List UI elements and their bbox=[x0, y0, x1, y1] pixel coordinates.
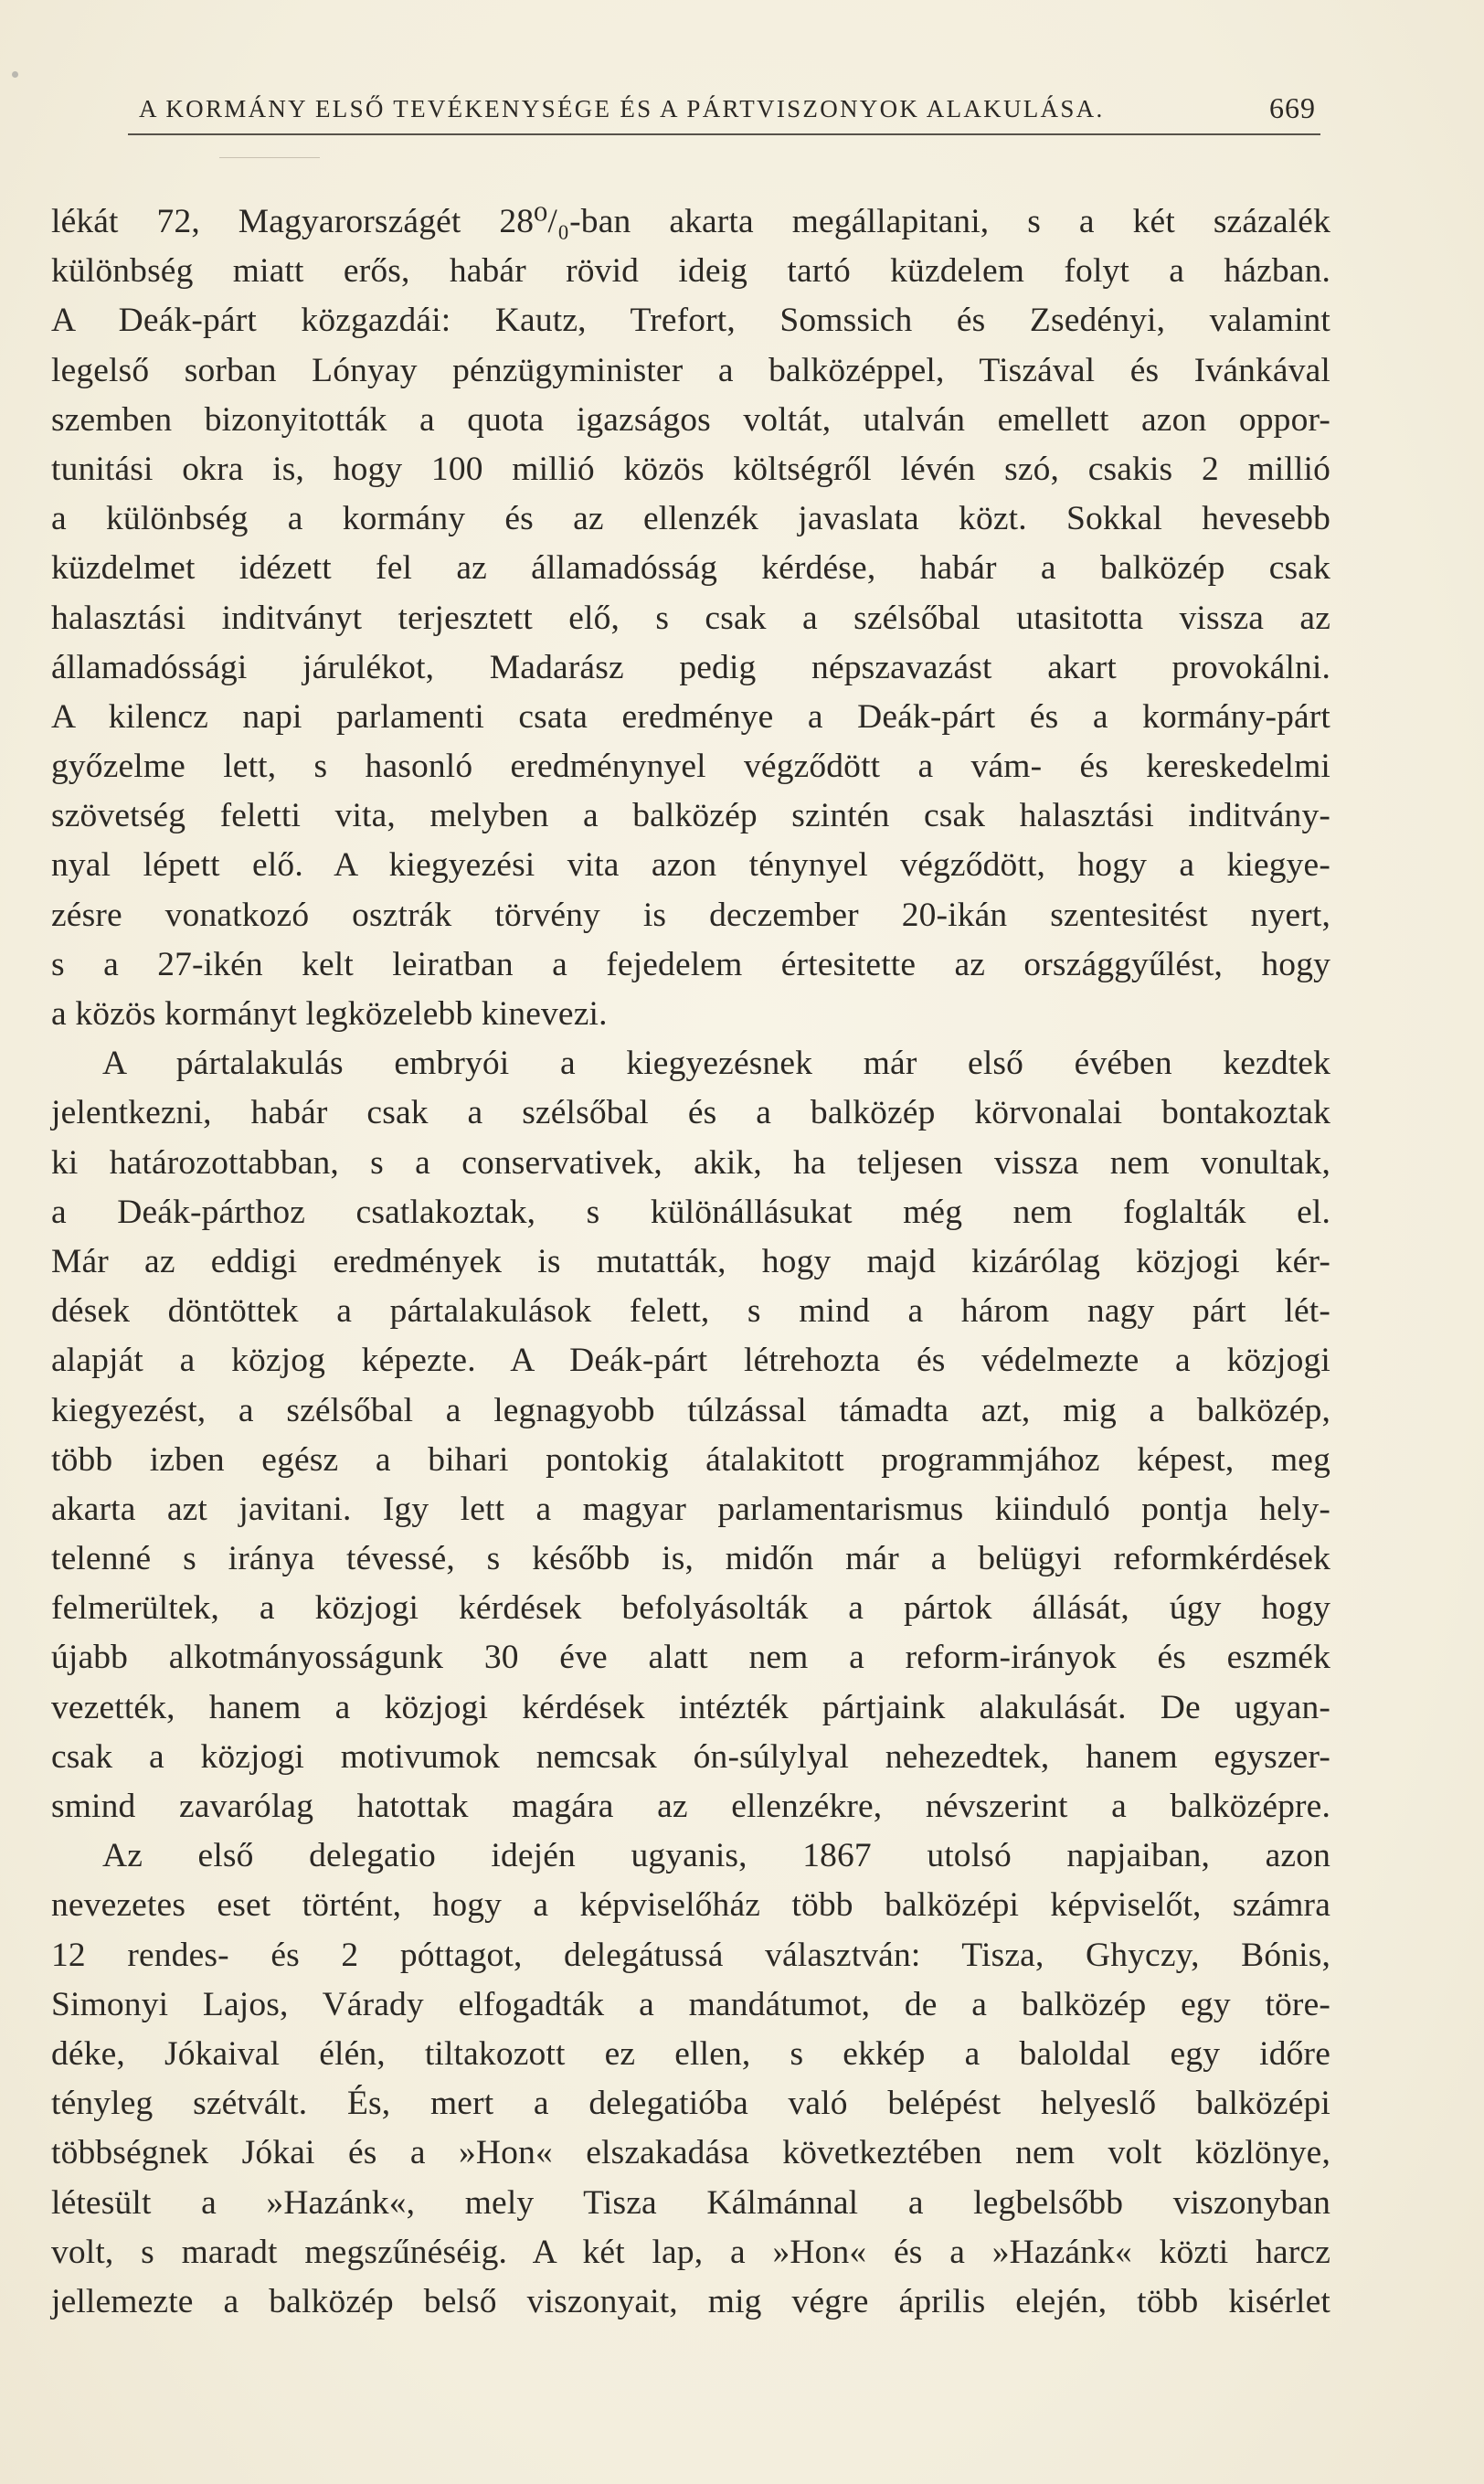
text-line: jelentkezni, habár csak a szélsőbal és a balközép körvonalai bontakoztak bbox=[51, 1094, 1330, 1132]
text-line: államadóssági járulékot, Madarász pedig népszavazást akart provokálni. bbox=[51, 648, 1330, 686]
text-line: legelső sorban Lónyay pénzügyminister a balközéppel, Tiszával és Ivánkával bbox=[51, 351, 1330, 389]
running-head bbox=[128, 91, 1316, 132]
page-number: 669 bbox=[1269, 91, 1316, 124]
text-line: szövetség feletti vita, melyben a balközép szintén csak halasztási inditvány- bbox=[51, 797, 1330, 835]
text-line: a közös kormányt legközelebb kinevezi. bbox=[51, 995, 608, 1033]
text-line: felmerültek, a közjogi kérdések befolyásolták a pártok állását, úgy hogy bbox=[51, 1589, 1330, 1628]
text-line: halasztási inditványt terjesztett elő, s csak a szélsőbal utasitotta vissza az bbox=[51, 599, 1330, 637]
text-line: többségnek Jókai és a »Hon« elszakadása következtében nem volt közlönye, bbox=[51, 2134, 1330, 2172]
text-line: nyal lépett elő. A kiegyezési vita azon ténynyel végződött, hogy a kiegye- bbox=[51, 846, 1330, 885]
text-line: volt, s maradt megszűnéséig. A két lap, a »Hon« és a »Hazánk« közti harcz bbox=[51, 2233, 1330, 2271]
text-line: a különbség a kormány és az ellenzék javaslata közt. Sokkal hevesebb bbox=[51, 500, 1330, 538]
paper-speck bbox=[12, 71, 18, 78]
text-line: s a 27-ikén kelt leiratban a fejedelem értesitette az országgyűlést, hogy bbox=[51, 945, 1330, 983]
text-line: Simonyi Lajos, Várady elfogadták a mandátumot, de a balközép egy töre- bbox=[51, 1985, 1330, 2023]
text-line: ki határozottabban, s a conservativek, akik, ha teljesen vissza nem vonultak, bbox=[51, 1143, 1330, 1182]
text-line: létesült a »Hazánk«, mely Tisza Kálmánnal a legbelsőbb viszonyban bbox=[51, 2183, 1330, 2222]
text-line: újabb alkotmányosságunk 30 éve alatt nem a reform-irányok és eszmék bbox=[51, 1639, 1330, 1677]
text-line: csak a közjogi motivumok nemcsak ón-súlylyal nehezedtek, hanem egyszer- bbox=[51, 1737, 1330, 1776]
text-line: tényleg szétvált. És, mert a delegatióba való belépést helyeslő balközépi bbox=[51, 2085, 1330, 2123]
text-line: lékát 72, Magyarországét 28⁰/₀-ban akarta megállapitani, s a két százalék bbox=[51, 203, 1330, 240]
text-line: telenné s iránya tévessé, s később is, midőn már a belügyi reformkérdések bbox=[51, 1540, 1330, 1578]
text-line: Már az eddigi eredmények is mutatták, hogy majd kizárólag közjogi kér- bbox=[51, 1242, 1330, 1280]
text-line: nevezetes eset történt, hogy a képviselőház több balközépi képviselőt, számra bbox=[51, 1886, 1330, 1925]
text-line: 12 rendes- és 2 póttagot, delegátussá választván: Tisza, Ghyczy, Bónis, bbox=[51, 1936, 1330, 1974]
text-line: szemben bizonyitották a quota igazságos voltát, utalván emellett azon oppor- bbox=[51, 400, 1330, 439]
text-line: Az első delegatio idején ugyanis, 1867 utolsó napjaiban, azon bbox=[102, 1837, 1330, 1875]
text-line: A pártalakulás embryói a kiegyezésnek már első évében kezdtek bbox=[102, 1045, 1330, 1083]
text-line: a Deák-párthoz csatlakoztak, s különállásukat még nem foglalták el. bbox=[51, 1193, 1330, 1231]
text-line: alapját a közjog képezte. A Deák-párt létrehozta és védelmezte a közjogi bbox=[51, 1342, 1330, 1380]
header-rule bbox=[128, 133, 1320, 135]
text-line: jellemezte a balközép belső viszonyait, mig végre április elején, több kisérlet bbox=[51, 2282, 1330, 2320]
text-line: győzelme lett, s hasonló eredménynyel végződött a vám- és kereskedelmi bbox=[51, 748, 1330, 786]
text-line: akarta azt javitani. Igy lett a magyar parlamentarismus kiinduló pontja hely- bbox=[51, 1490, 1330, 1528]
body-text bbox=[51, 197, 1330, 2327]
text-line: tunitási okra is, hogy 100 millió közös költségről lévén szó, csakis 2 millió bbox=[51, 450, 1330, 488]
text-line: A kilencz napi parlamenti csata eredménye a Deák-párt és a kormány-párt bbox=[51, 697, 1330, 736]
text-line: kiegyezést, a szélsőbal a legnagyobb túlzással támadta azt, mig a balközép, bbox=[51, 1391, 1330, 1429]
text-line: zésre vonatkozó osztrák törvény is deczember 20-ikán szentesitést nyert, bbox=[51, 896, 1330, 934]
text-line: vezették, hanem a közjogi kérdések intézték pártjaink alakulását. De ugyan- bbox=[51, 1688, 1330, 1726]
running-title: A KORMÁNY ELSŐ TEVÉKENYSÉGE ÉS A PÁRTVISZONYOK ALAKULÁSA. bbox=[139, 95, 1105, 122]
text-line: több izben egész a bihari pontokig átalakitott programmjához képest, meg bbox=[51, 1440, 1330, 1479]
text-line: dések döntöttek a pártalakulások felett, s mind a három nagy párt lét- bbox=[51, 1292, 1330, 1331]
text-line: déke, Jókaival élén, tiltakozott ez ellen, s ekkép a baloldal egy időre bbox=[51, 2034, 1330, 2073]
text-line: A Deák-párt közgazdái: Kautz, Trefort, Somssich és Zsedényi, valamint bbox=[51, 302, 1330, 340]
header-rule-smudge bbox=[219, 157, 320, 158]
text-line: smind zavarólag hatottak magára az ellenzékre, névszerint a balközépre. bbox=[51, 1788, 1330, 1825]
text-line: küzdelmet idézett fel az államadósság kérdése, habár a balközép csak bbox=[51, 549, 1330, 588]
text-line: különbség miatt erős, habár rövid ideig tartó küzdelem folyt a házban. bbox=[51, 252, 1330, 291]
